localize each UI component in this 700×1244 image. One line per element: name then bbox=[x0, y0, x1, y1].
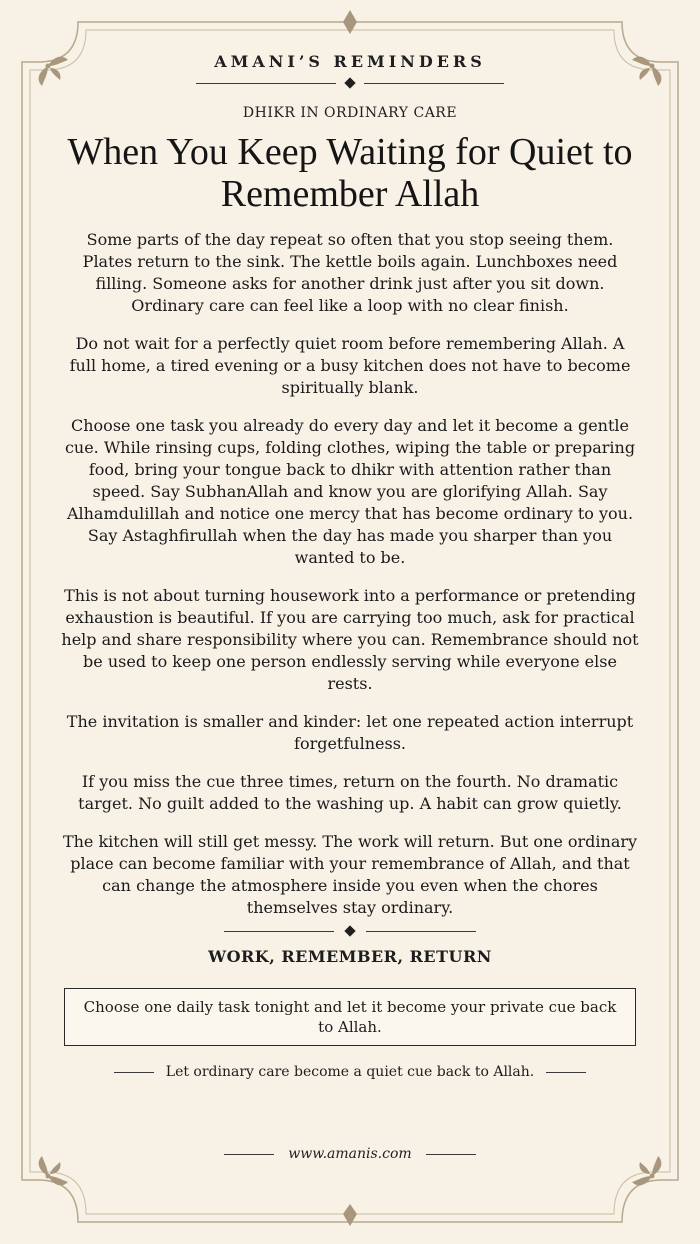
closing-text: Let ordinary care become a quiet cue back to Allah. bbox=[165, 1064, 535, 1080]
closing-line-left bbox=[114, 1072, 154, 1073]
paragraph-5: The invitation is smaller and kinder: let one repeated action interrupt forgetfulness. bbox=[66, 712, 634, 753]
section-divider bbox=[60, 927, 640, 935]
paragraph-2: Do not wait for a perfectly quiet room before remembering Allah. A full home, a tired evening or a busy kitchen does not have to become spiritually blank. bbox=[69, 334, 631, 397]
paragraph-1: Some parts of the day repeat so often that you stop seeing them. Plates return to the sink. The kettle boils again. Lunchboxes need filling. Someone asks for another drink just after you sit down. Ordinary care can feel like a loop with no clear finish. bbox=[82, 230, 618, 315]
paragraph-7: The kitchen will still get messy. The work will return. But one ordinary place can become familiar with your remembrance of Allah, and that can change the atmosphere inside you even when the chores themselves stay ordinary. bbox=[62, 832, 638, 917]
paragraph-6: If you miss the cue three times, return on the fourth. No dramatic target. No guilt added to the washing up. A habit can grow quietly. bbox=[78, 772, 622, 813]
section-kicker: DHIKR IN ORDINARY CARE bbox=[242, 105, 458, 121]
closing-row bbox=[60, 1064, 640, 1080]
article-body bbox=[60, 229, 640, 919]
call-to-action-box: Choose one daily task tonight and let it become your private cue back to Allah. bbox=[64, 988, 636, 1046]
closing-line-right bbox=[546, 1072, 586, 1073]
content-column bbox=[60, 46, 640, 1080]
footer-url-link[interactable]: www.amanis.com bbox=[288, 1146, 412, 1162]
page-title: When You Keep Waiting for Quiet to Remember Allah bbox=[67, 131, 633, 215]
divider-line-right bbox=[364, 83, 504, 84]
diamond-divider-icon bbox=[344, 77, 355, 88]
section-divider-line-left bbox=[224, 931, 334, 932]
takeaway-heading: WORK, REMEMBER, RETURN bbox=[208, 947, 492, 966]
footer-line-right bbox=[426, 1154, 476, 1155]
section-diamond-icon bbox=[344, 925, 355, 936]
brand-title: AMANI’S REMINDERS bbox=[214, 52, 486, 71]
paragraph-3: Choose one task you already do every day and let it become a gentle cue. While rinsing cups, folding clothes, wiping the table or preparing food, bring your tongue back to dhikr with attention rather than speed. Say SubhanAllah and know you are glorifying Allah. Say Alhamdulillah and notice one mercy that has become ordinary to you. Say Astaghfirullah when the day has made you sharper than you wanted to be. bbox=[64, 416, 636, 567]
brand-divider bbox=[60, 79, 640, 87]
brand-row bbox=[60, 52, 640, 71]
paragraph-4: This is not about turning housework into a performance or pretending exhaustion is beautiful. If you are carrying too much, ask for practical help and share responsibility where you can. Remembrance should not be used to keep one person endlessly serving while everyone else rests. bbox=[61, 586, 639, 693]
section-divider-line-right bbox=[366, 931, 476, 932]
footer bbox=[0, 1146, 700, 1162]
footer-line-left bbox=[224, 1154, 274, 1155]
divider-line-left bbox=[196, 83, 336, 84]
